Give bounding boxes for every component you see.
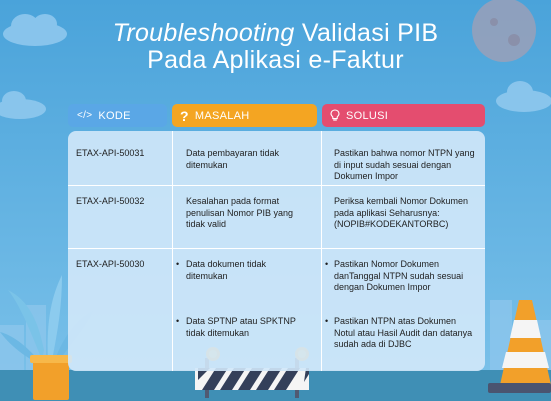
solution-text: Pastikan Nomor Dokumen danTanggal NTPN sudah sesuai dengan Dokumen Impor <box>334 259 464 292</box>
solution-text: Periksa kembali Nomor Dokumen pada aplikasi Seharusnya: (NOPIB#KODEKANTORBC) <box>334 196 469 229</box>
bullet-icon: • <box>176 316 180 326</box>
bullet-icon: • <box>325 259 329 269</box>
column-divider <box>172 131 173 371</box>
error-code: ETAX-API-50031 <box>76 148 145 158</box>
row-divider <box>68 248 485 249</box>
column-divider <box>321 131 322 371</box>
page-title-line-1 <box>0 18 551 48</box>
lightbulb-icon <box>330 109 340 122</box>
code-icon: </> <box>77 110 93 121</box>
kode-header-label: KODE <box>98 109 131 122</box>
solusi-header-label: SOLUSI <box>346 109 389 122</box>
error-code: ETAX-API-50030 <box>76 259 145 269</box>
error-code: ETAX-API-50032 <box>76 196 145 206</box>
solution-text: Pastikan bahwa nomor NTPN yang di input sudah sesuai dengan Dokumen Impor <box>334 148 475 181</box>
title-rest: Validasi PIB <box>294 19 439 47</box>
masalah-header-label: MASALAH <box>194 109 250 122</box>
question-mark-icon: ? <box>180 107 189 124</box>
problem-text: Data SPTNP atau SPKTNP tidak ditemukan <box>186 316 296 338</box>
problem-text: Kesalahan pada format penulisan Nomor PIB yang tidak valid <box>186 196 294 229</box>
solution-text: Pastikan NTPN atas Dokumen Notul atau Hasil Audit dan datanya sudah ada di DJBC <box>334 316 473 349</box>
bullet-icon: • <box>176 259 180 269</box>
solusi-header <box>322 104 485 127</box>
title-italic: Troubleshooting <box>112 19 295 47</box>
problem-text: Data pembayaran tidak ditemukan <box>186 148 280 170</box>
row-divider <box>68 185 485 186</box>
bullet-icon: • <box>325 316 329 326</box>
kode-header <box>68 104 167 127</box>
masalah-header <box>172 104 317 127</box>
page-title-line-2: Pada Aplikasi e-Faktur <box>147 46 404 74</box>
troubleshoot-table <box>68 131 485 371</box>
problem-text: Data dokumen tidak ditemukan <box>186 259 267 281</box>
